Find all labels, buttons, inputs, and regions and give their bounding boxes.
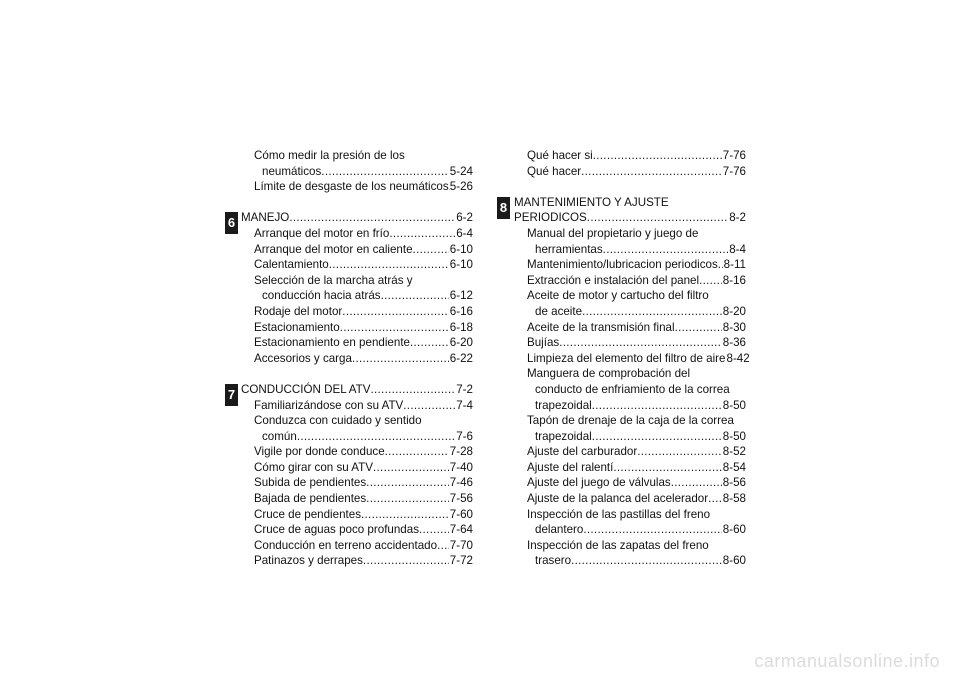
entry-title: Inspección de las zapatas del freno [527, 538, 709, 552]
toc-entry[interactable] [514, 226, 746, 257]
page-number: 8-56 [722, 476, 746, 490]
page-number: 6-10 [449, 258, 473, 272]
toc-entry[interactable] [514, 257, 746, 273]
page-number: 7-6 [456, 429, 473, 443]
section-gap [241, 195, 473, 211]
entry-line [254, 475, 473, 491]
entry-title: Tapón de drenaje de la caja de la correa [527, 414, 734, 428]
entry-title: Conduzca con cuidado y sentido [254, 414, 422, 428]
entry-line [527, 507, 746, 523]
entry-title-continued: neumáticos [262, 164, 322, 178]
page-number: 6-16 [449, 304, 473, 318]
entry-line [527, 242, 746, 258]
leader-dots [413, 242, 449, 258]
leader-dots [587, 210, 728, 226]
entry-line [527, 273, 746, 289]
entry-title: MANTENIMIENTO Y AJUSTE [514, 195, 669, 209]
toc-entry[interactable] [514, 366, 746, 413]
page-number: 6-12 [449, 289, 473, 303]
leader-dots [289, 210, 455, 226]
page-number: 8-60 [722, 554, 746, 568]
leader-dots [329, 257, 449, 273]
toc-entry[interactable] [514, 491, 746, 507]
leader-dots [613, 460, 721, 476]
toc-entry[interactable] [514, 538, 746, 569]
page-number: 8-30 [722, 320, 746, 334]
page-number: 6-22 [449, 351, 473, 365]
entry-title-continued: de aceite [535, 304, 583, 318]
toc-entry[interactable] [241, 413, 473, 444]
toc-entry[interactable] [514, 273, 746, 289]
entry-title: Ajuste del ralentí [527, 460, 614, 474]
page-number: 8-16 [722, 273, 746, 287]
entry-line [254, 257, 473, 273]
page-number: 8-11 [723, 258, 746, 272]
leader-dots [370, 382, 455, 398]
page-number: 7-40 [449, 460, 473, 474]
entry-line [527, 335, 746, 351]
leader-dots [321, 164, 448, 180]
entry-line [254, 538, 473, 554]
entry-title: Rodaje del motor [254, 304, 343, 318]
toc-entry[interactable] [241, 444, 473, 460]
entry-line [254, 164, 473, 180]
entry-line [254, 320, 473, 336]
entry-title-continued: conducción hacia atrás [262, 289, 381, 303]
entry-line [254, 226, 473, 242]
entry-line [527, 304, 746, 320]
page-number: 8-58 [722, 492, 746, 506]
entry-line [527, 164, 746, 180]
leader-dots [593, 148, 722, 164]
toc-entry[interactable] [241, 320, 473, 336]
entry-line [254, 179, 473, 195]
entry-title-continued: PERIODICOS [514, 211, 587, 225]
leader-dots [385, 444, 449, 460]
leader-dots [361, 507, 449, 523]
watermark: carmanualsonline.info [754, 651, 940, 671]
chapter-tab: 6 [225, 212, 238, 234]
entry-title: Selección de la marcha atrás y [254, 273, 413, 287]
entry-line [527, 491, 746, 507]
leader-dots [389, 226, 455, 242]
entry-line [527, 522, 746, 538]
page-number: 8-50 [722, 429, 746, 443]
page-number: 7-64 [449, 523, 473, 537]
entry-title: Bajada de pendientes [254, 492, 367, 506]
entry-title-continued: común [262, 429, 297, 443]
section-gap [514, 179, 746, 195]
page-number: 6-18 [449, 320, 473, 334]
toc-entry[interactable] [241, 507, 473, 523]
entry-title-continued: trasero [535, 554, 572, 568]
toc-entry[interactable] [514, 320, 746, 336]
entry-line [254, 273, 473, 289]
leader-dots [571, 553, 722, 569]
toc-entry[interactable] [514, 507, 746, 538]
entry-line [254, 351, 473, 367]
leader-dots [671, 475, 722, 491]
entry-title: Ajuste del juego de válvulas [527, 476, 671, 490]
entry-line [527, 444, 746, 460]
entry-line [254, 335, 473, 351]
toc-entry[interactable] [241, 226, 473, 242]
toc-entry[interactable] [514, 335, 746, 351]
leader-dots [403, 398, 455, 414]
toc-left-column [227, 148, 473, 569]
leader-dots [582, 304, 722, 320]
entry-line [254, 288, 473, 304]
toc-entry[interactable] [514, 444, 746, 460]
entry-line [527, 413, 746, 429]
page-number: 8-60 [722, 523, 746, 537]
entry-line [527, 460, 746, 476]
leader-dots [581, 164, 722, 180]
leader-dots [419, 522, 449, 538]
toc-entry[interactable] [514, 475, 746, 491]
entry-line [254, 429, 473, 445]
leader-dots [363, 553, 449, 569]
leader-dots [381, 288, 449, 304]
entry-title-continued: delantero [535, 523, 584, 537]
entry-line [254, 398, 473, 414]
entry-title: Cruce de aguas poco profundas [254, 523, 420, 537]
entry-title-continued: herramientas [535, 242, 603, 256]
entry-title-continued: trapezoidal [535, 429, 592, 443]
page-number: 7-46 [449, 476, 473, 490]
entry-line [527, 257, 746, 273]
entry-line [527, 398, 746, 414]
entry-title-continued: conducto de enfriamiento de la correa [535, 382, 730, 396]
leader-dots [708, 491, 722, 507]
toc-entry[interactable] [514, 413, 746, 444]
toc-entry[interactable] [241, 475, 473, 491]
page-number: 7-60 [449, 507, 473, 521]
leader-dots [366, 491, 449, 507]
entry-line [254, 444, 473, 460]
entry-title: Familiarizándose con su ATV [254, 398, 404, 412]
page-number: 8-54 [722, 460, 746, 474]
toc-chapter[interactable] [227, 210, 473, 231]
leader-dots [342, 304, 448, 320]
entry-line [527, 429, 746, 445]
toc-entry[interactable] [514, 164, 746, 180]
leader-dots [559, 335, 722, 351]
page-number: 5-24 [449, 164, 473, 178]
page-number: 8-4 [729, 242, 746, 256]
leader-dots [437, 538, 449, 554]
entry-title: Límite de desgaste de los neumáticos [254, 180, 449, 194]
leader-dots [583, 522, 721, 538]
toc-entry[interactable] [514, 288, 746, 319]
entry-title: Calentamiento [254, 258, 329, 272]
section-gap [241, 366, 473, 382]
entry-title: Ajuste de la palanca del acelerador [527, 492, 709, 506]
toc-entry[interactable] [241, 351, 473, 367]
toc-entry[interactable] [514, 148, 746, 164]
entry-line [254, 507, 473, 523]
toc-entry[interactable] [241, 148, 473, 179]
toc-entry[interactable] [241, 538, 473, 554]
entry-line [254, 553, 473, 569]
entry-title: Qué hacer si [527, 149, 593, 162]
entry-title: Estacionamiento en pendiente [254, 336, 410, 350]
entry-line [527, 553, 746, 569]
entry-title: Manual del propietario y juego de [527, 226, 699, 240]
entry-title: Qué hacer [527, 164, 582, 178]
entry-line [527, 351, 750, 367]
entry-line [254, 242, 473, 258]
entry-title: Accesorios y carga [254, 351, 352, 365]
page-number: 8-50 [722, 398, 746, 412]
entry-line [527, 475, 746, 491]
leader-dots [366, 475, 449, 491]
chapter-tab: 7 [225, 384, 238, 406]
entry-title: Subida de pendientes [254, 476, 367, 490]
page-number: 7-56 [449, 492, 473, 506]
entry-title: Mantenimiento/lubricacion periodicos [527, 258, 718, 272]
entry-title: Cómo medir la presión de los [254, 149, 405, 162]
page-number: 7-2 [456, 382, 473, 396]
page-number: 6-4 [456, 226, 473, 240]
leader-dots [675, 320, 722, 336]
entry-line [241, 210, 473, 226]
leader-dots [637, 444, 722, 460]
entry-title: Patinazos y derrapes [254, 554, 363, 568]
entry-title: Arranque del motor en caliente [254, 242, 413, 256]
leader-dots [297, 429, 455, 445]
page-number: 8-52 [722, 445, 746, 459]
entry-title: Estacionamiento [254, 320, 340, 334]
toc-entry[interactable] [241, 522, 473, 538]
entry-line [527, 226, 746, 242]
leader-dots [592, 429, 722, 445]
toc-right-column [499, 148, 750, 569]
page-number: 5-26 [449, 180, 473, 194]
page-number: 7-70 [449, 538, 473, 552]
toc-entry[interactable] [241, 304, 473, 320]
entry-line [527, 320, 746, 336]
entry-title: Arranque del motor en frío [254, 226, 390, 240]
leader-dots [352, 351, 449, 367]
entry-line [254, 460, 473, 476]
entry-title: MANEJO [241, 211, 290, 225]
entry-line [527, 382, 746, 398]
entry-title: Cruce de pendientes [254, 507, 361, 521]
leader-dots [410, 335, 449, 351]
page-number: 7-76 [722, 164, 746, 178]
toc-chapter[interactable] [227, 382, 473, 402]
leader-dots [699, 273, 722, 289]
entry-line [254, 491, 473, 507]
entry-line [254, 304, 473, 320]
entry-title: Limpieza del elemento del filtro de aire [527, 351, 726, 365]
entry-title: Conducción en terreno accidentado [254, 538, 438, 552]
entry-line [514, 195, 746, 211]
page-number: 7-76 [722, 149, 746, 162]
entry-title: Extracción e instalación del panel [527, 273, 700, 287]
toc-entry[interactable] [241, 335, 473, 351]
chapter-tab: 8 [497, 197, 510, 219]
entry-title: CONDUCCIÓN DEL ATV [241, 382, 371, 396]
entry-line [514, 210, 746, 226]
entry-title: Aceite de motor y cartucho del filtro [527, 289, 709, 303]
entry-line [527, 288, 746, 304]
page-number: 8-42 [726, 351, 750, 365]
entry-line [254, 413, 473, 429]
entry-line [527, 148, 746, 164]
entry-title: Cómo girar con su ATV [254, 460, 373, 474]
page-number: 6-10 [449, 242, 473, 256]
toc-entry[interactable] [241, 398, 473, 414]
page-number: 6-2 [456, 211, 473, 225]
entry-title-continued: trapezoidal [535, 398, 592, 412]
page-number: 7-28 [449, 445, 473, 459]
toc-chapter[interactable] [499, 195, 746, 226]
leader-dots [340, 320, 449, 336]
entry-title: Vigile por donde conduce [254, 445, 385, 459]
entry-title: Inspección de las pastillas del freno [527, 507, 711, 521]
entry-line [254, 522, 473, 538]
leader-dots [603, 242, 729, 258]
toc-entry[interactable] [514, 460, 746, 476]
entry-line [241, 382, 473, 398]
page-number: 7-72 [449, 554, 473, 568]
toc-entry[interactable] [241, 242, 473, 258]
page-number: 7-4 [456, 398, 473, 412]
entry-title: Bujías [527, 336, 560, 350]
page-number: 8-2 [729, 211, 746, 225]
leader-dots [373, 460, 449, 476]
entry-title: Manguera de comprobación del [527, 367, 691, 381]
page-number: 8-20 [722, 304, 746, 318]
toc-entry[interactable] [241, 273, 473, 304]
toc-entry[interactable] [241, 553, 473, 569]
entry-line [527, 366, 746, 382]
toc-entry[interactable] [241, 460, 473, 476]
page-number: 8-36 [722, 336, 746, 350]
toc-entry[interactable] [241, 179, 473, 195]
entry-title: Ajuste del carburador [527, 445, 638, 459]
entry-line [254, 148, 473, 164]
toc-entry[interactable] [514, 351, 750, 367]
entry-title: Aceite de la transmisión final [527, 320, 675, 334]
entry-line [527, 538, 746, 554]
toc-entry[interactable] [241, 491, 473, 507]
leader-dots [592, 398, 722, 414]
toc-entry[interactable] [241, 257, 473, 273]
page-number: 6-20 [449, 336, 473, 350]
